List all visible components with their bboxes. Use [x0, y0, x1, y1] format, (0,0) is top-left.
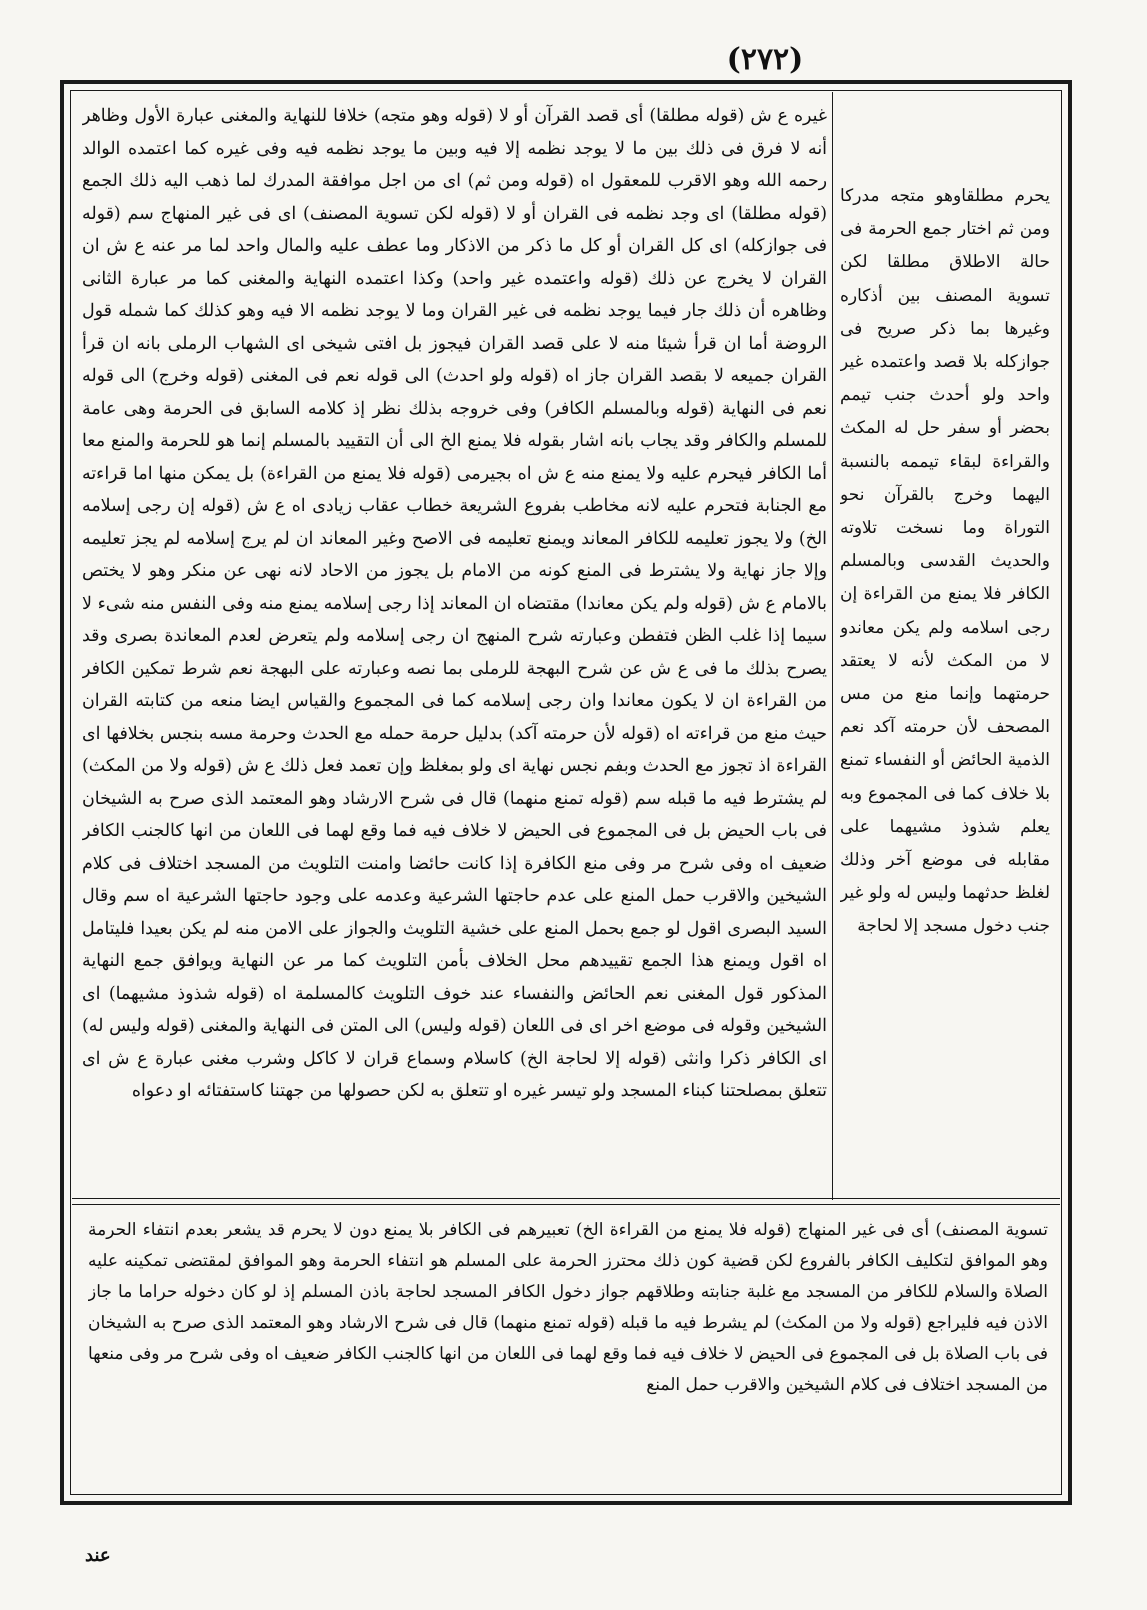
- column-divider: [832, 92, 833, 1200]
- page-number: (۲۷۲): [726, 42, 804, 77]
- main-commentary: [82, 100, 827, 1190]
- catchword: عند: [85, 1545, 111, 1566]
- footer-separator-bottom: [72, 1204, 1060, 1205]
- footer-commentary-paragraph: تسوية المصنف) أى فى غير المنهاج (قوله فلا يمنع من القراءة الخ) تعبيرهم فى الكافر بلا يمنع دون لا يحرم قد يشعر بعدم انتفاء الحرمة وهو الموافق لتكليف الكافر بالفروع لكن قضية كون ذلك محترز الحرمة على المسلم هو انتفاء الحرمة وهو الموافق لمقتضى تمكينه عليه الصلاة والسلام للكافر من المسجد مع غلبة جنابته وطلاقهم جواز دخول الكافر المسجد لحاجة باذن المسلم إذ لو كان دخوله حراما ما جاز الاذن فيه فليراجع (قوله ولا من المكث) لم يشرط فيه ما قبله (قوله تمنع منهما) قال فى شرح الارشاد وهو المعتمد الذى صرح به الشيخان فى باب الصلاة بل فى المجموع فى الحيض لا خلاف فيه فما وقع لهما فى اللعان من انها كالجنب الكافر ضعيف اه وفى شرح مر وفى منعها من المسجد اختلاف فى كلام الشيخين والاقرب حمل المنع: [88, 1220, 1048, 1395]
- footer-separator-top: [72, 1198, 1060, 1199]
- main-commentary-paragraph: غيره ع ش (قوله مطلقا) أى قصد القرآن أو لا (قوله وهو متجه) خلافا للنهاية والمغنى عبارة الأول وظاهر أنه لا فرق فى ذلك بين ما لا يوجد نظمه إلا فيه وبين ما يوجد نظمه فيه وفى غيره كما اعتمده الوالد رحمه الله وهو الاقرب للمعقول اه (قوله ومن ثم) اى من اجل موافقة المدرك لما ذهب اليه ذلك الجمع (قوله مطلقا) اى وجد نظمه فى القران أو لا (قوله لكن تسوية المصنف) اى فى غير المنهاج سم (قوله فى جوازكله) اى كل القران أو كل ما ذكر من الاذكار وما عطف عليه والمال واحد لما مر عنه ع ش ان القران لا يخرج عن ذلك (قوله واعتمده غير واحد) وكذا اعتمده النهاية والمغنى كما مر عبارة الثانى وظاهره أن ذلك جار فيما يوجد نظمه فى غير القران وما لا يوجد نظمه الا فيه وهو كذلك كما شمله قول الروضة أما ان قرأ شيئا منه لا على قصد القران فيجوز بل افتى شيخى اى الشهاب الرملى بانه ان قرأ القران جميعه لا بقصد القران جاز اه (قوله ولو احدث) الى قوله نعم فى المغنى (قوله وخرج) الى قوله نعم فى النهاية (قوله وبالمسلم الكافر) وفى خروجه بذلك نظر إذ كلامه السابق فى الحرمة وهى عامة للمسلم والكافر وقد يجاب بانه اشار بقوله فلا يمنع الخ الى أن التقييد بالمسلم إنما هو للحرمة والمنع معا أما الكافر فيحرم عليه ولا يمنع منه ع ش اه بجيرمى (قوله فلا يمنع من القراءة) بل يمكن منها اما قراءته مع الجنابة فتحرم عليه لانه مخاطب بفروع الشريعة خطاب عقاب زيادى اه ع ش (قوله إن رجى إسلامه الخ) ولا يجوز تعليمه للكافر المعاند ويمنع تعليمه فى الاصح وغير المعاند ان لم يرج إسلامه لم يجز تعليمه وإلا جاز نهاية ولا يشترط فى المنع كونه من الامام بل يجوز من الاحاد لانه نهى عن منكر وهو لا يختص بالامام ع ش (قوله ولم يكن معاندا) مقتضاه ان المعاند إذا رجى إسلامه يمنع منه وفى النفس منه شىء لا سيما إذا غلب الظن فتفطن وعبارته شرح المنهج ان رجى إسلامه ولم يتعرض لعدم المعاندة بصرى وقد يصرح بذلك ما فى ع ش عن شرح البهجة للرملى بما نصه وعبارته على البهجة نعم شرط تمكين الكافر من القراءة ان لا يكون معاندا وان رجى إسلامه كما فى المجموع والقياس ايضا منعه من كتابته القران حيث منع من قراءته اه (قوله لأن حرمته آكد) بدليل حرمة حمله مع الحدث وحرمة مسه بنجس بخلافها اى القراءة اذ تجوز مع الحدث وبفم نجس نهاية اى ولو بمغلظ وإن تعمد فعل ذلك ع ش (قوله ولا من المكث) لم يشترط فيه ما قبله سم (قوله تمنع منهما) قال فى شرح الارشاد وهو المعتمد الذى صرح به الشيخان فى باب الحيض بل فى المجموع فى الحيض لا خلاف فيه فما وقع لهما فى اللعان من انها كالجنب الكافر ضعيف اه وفى شرح مر وفى منع الكافرة إذا كانت حائضا وامنت التلويث من المسجد اختلاف فى كلام الشيخين والاقرب حمل المنع على عدم حاجتها الشرعية وعدمه على وجود حاجتها الشرعية اه سم وقال السيد البصرى اقول لو جمع بحمل المنع على خشية التلويث والجواز على الامن منه لم يكن بعيدا فليتامل اه اقول ويمنع هذا الجمع تقييدهم محل الخلاف بأمن التلويث كما مر عن النهاية ويوافق جمع النهاية المذكور قول المغنى نعم الحائض والنفساء عند خوف التلويث كالمسلمة اه (قوله شذوذ مشيهما) اى الشيخين وقوله فى موضع اخر اى فى اللعان (قوله وليس) الى المتن فى النهاية والمغنى (قوله وليس له) اى الكافر ذكرا وانثى (قوله إلا لحاجة الخ) كاسلام وسماع قران لا كاكل وشرب مغنى عبارة ع ش اى تتعلق بمصلحتنا كبناء المسجد ولو تيسر غيره او تتعلق به لكن حصولها من جهتنا كاستفتائه او دعواه: [82, 106, 827, 1101]
- side-matn-column: [840, 180, 1050, 1180]
- side-matn-text: يحرم مطلقاوهو متجه مدركا ومن ثم اختار جمع الحرمة فى حالة الاطلاق مطلقا لكن تسوية المصنف بين أذكاره وغيرها بما ذكر صريح فى جوازكله بلا قصد واعتمده غير واحد ولو أحدث جنب تيمم بحضر أو سفر حل له المكث والقراءة لبقاء تيممه بالنسبة اليهما وخرج بالقرآن نحو التوراة وما نسخت تلاوته والحديث القدسى وبالمسلم الكافر فلا يمنع من القراءة إن رجى اسلامه ولم يكن معاندو لا من المكث لأنه لا يعتقد حرمتهما وإنما منع من مس المصحف لأن حرمته آكد نعم الذمية الحائض أو النفساء تمنع بلا خلاف كما فى المجموع وبه يعلم شذوذ مشيهما على مقابله فى موضع آخر وذلك لغلظ حدثهما وليس له ولو غير جنب دخول مسجد إلا لحاجة: [840, 186, 1050, 937]
- footer-commentary: [88, 1215, 1048, 1490]
